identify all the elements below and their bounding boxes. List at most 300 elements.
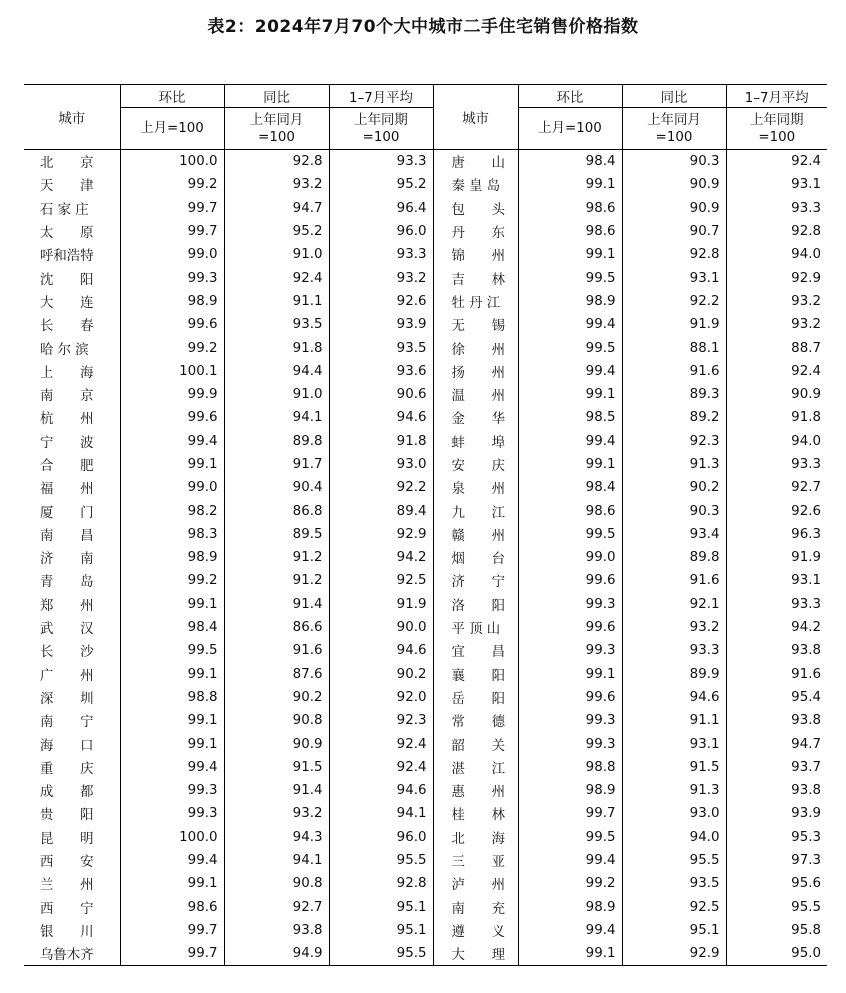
- city-name-cell: 赣 州: [433, 523, 518, 546]
- city-name-cell: 南 宁: [40, 715, 94, 731]
- yoy-value-cell: 90.3: [622, 499, 726, 522]
- city-name-cell: 天 津: [40, 179, 94, 195]
- avg-value-cell: 93.2: [329, 266, 433, 289]
- yoy-value-cell: 94.1: [224, 849, 329, 872]
- avg-value-cell: 93.5: [329, 336, 433, 359]
- avg-header: 1–7月平均: [329, 85, 433, 108]
- mom-value-cell: 99.6: [120, 313, 224, 336]
- yoy-value-cell: 91.9: [622, 313, 726, 336]
- yoy-value-cell: 95.2: [224, 220, 329, 243]
- yoy-value-cell: 93.2: [224, 173, 329, 196]
- yoy-value-cell: 89.2: [622, 406, 726, 429]
- mom-value-cell: 99.3: [518, 709, 622, 732]
- city-name-cell: 大 连: [40, 295, 94, 311]
- city-name-cell: 南 京: [40, 389, 94, 405]
- city-name-cell: 九 江: [433, 499, 518, 522]
- table-row: [24, 826, 827, 849]
- table-row: [24, 173, 827, 196]
- city-name-cell: 扬 州: [433, 360, 518, 383]
- mom-value-cell: 99.2: [120, 173, 224, 196]
- avg-value-cell: 95.5: [329, 942, 433, 966]
- avg-value-cell: 91.9: [726, 546, 827, 569]
- table-row: [24, 197, 827, 220]
- mom-value-cell: 98.6: [120, 896, 224, 919]
- table-row: [24, 686, 827, 709]
- city-name-cell: 包 头: [433, 197, 518, 220]
- mom-value-cell: 99.4: [518, 849, 622, 872]
- mom-value-cell: 99.7: [518, 802, 622, 825]
- mom-value-cell: 99.5: [518, 336, 622, 359]
- yoy-base-header-right: 上年同月 =100: [622, 108, 726, 150]
- table-row: [24, 779, 827, 802]
- mom-value-cell: 99.6: [518, 569, 622, 592]
- yoy-value-cell: 91.7: [224, 453, 329, 476]
- city-name-cell: 韶 关: [433, 732, 518, 755]
- mom-header-right: 环比: [518, 85, 622, 108]
- table-row: [24, 243, 827, 266]
- city-column-header: 城市: [24, 85, 120, 150]
- table-row: [24, 266, 827, 289]
- city-name-cell: 长 春: [40, 319, 94, 335]
- city-name-cell: 桂 林: [433, 802, 518, 825]
- table-row: [24, 360, 827, 383]
- yoy-value-cell: 88.1: [622, 336, 726, 359]
- yoy-value-cell: 91.0: [224, 243, 329, 266]
- avg-value-cell: 94.0: [726, 243, 827, 266]
- yoy-value-cell: 90.2: [622, 476, 726, 499]
- mom-value-cell: 99.4: [120, 430, 224, 453]
- yoy-value-cell: 93.8: [224, 919, 329, 942]
- mom-value-cell: 99.1: [120, 872, 224, 895]
- city-name-cell: 西 安: [40, 855, 94, 871]
- city-name-cell: 常 德: [433, 709, 518, 732]
- avg-value-cell: 90.9: [726, 383, 827, 406]
- mom-value-cell: 99.1: [518, 243, 622, 266]
- mom-value-cell: 99.0: [518, 546, 622, 569]
- table-row: [24, 616, 827, 639]
- city-name-cell: 沈 阳: [40, 272, 94, 288]
- table-row: [24, 220, 827, 243]
- city-name-cell: 郑 州: [40, 598, 94, 614]
- city-name-cell: 遵 义: [433, 919, 518, 942]
- avg-value-cell: 95.5: [329, 849, 433, 872]
- mom-value-cell: 99.1: [120, 593, 224, 616]
- yoy-value-cell: 93.3: [622, 639, 726, 662]
- city-name-cell: 秦 皇 岛: [433, 173, 518, 196]
- price-index-table: [24, 84, 827, 966]
- city-name-cell: 上 海: [40, 365, 94, 381]
- yoy-value-cell: 92.2: [622, 290, 726, 313]
- avg-value-cell: 91.9: [329, 593, 433, 616]
- mom-value-cell: 98.8: [120, 686, 224, 709]
- mom-value-cell: 100.1: [120, 360, 224, 383]
- mom-value-cell: 98.6: [518, 197, 622, 220]
- mom-value-cell: 99.2: [518, 872, 622, 895]
- yoy-value-cell: 86.6: [224, 616, 329, 639]
- avg-base-header: 上年同期 =100: [329, 108, 433, 150]
- table-row: [24, 406, 827, 429]
- yoy-value-cell: 93.0: [622, 802, 726, 825]
- avg-value-cell: 90.0: [329, 616, 433, 639]
- yoy-value-cell: 91.3: [622, 779, 726, 802]
- mom-value-cell: 99.3: [120, 266, 224, 289]
- yoy-value-cell: 86.8: [224, 499, 329, 522]
- city-name-cell: 金 华: [433, 406, 518, 429]
- city-name-cell: 惠 州: [433, 779, 518, 802]
- avg-value-cell: 94.1: [329, 802, 433, 825]
- avg-value-cell: 92.0: [329, 686, 433, 709]
- city-name-cell: 徐 州: [433, 336, 518, 359]
- mom-value-cell: 99.4: [518, 919, 622, 942]
- avg-value-cell: 92.4: [329, 756, 433, 779]
- mom-value-cell: 99.1: [518, 173, 622, 196]
- mom-value-cell: 99.1: [120, 663, 224, 686]
- mom-value-cell: 99.1: [518, 942, 622, 966]
- city-name-cell: 洛 阳: [433, 593, 518, 616]
- yoy-value-cell: 91.2: [224, 569, 329, 592]
- table-row: [24, 942, 827, 966]
- mom-value-cell: 99.0: [120, 243, 224, 266]
- mom-value-cell: 99.4: [518, 430, 622, 453]
- mom-value-cell: 99.7: [120, 220, 224, 243]
- mom-value-cell: 99.6: [518, 686, 622, 709]
- yoy-value-cell: 91.0: [224, 383, 329, 406]
- yoy-base-header: 上年同月 =100: [224, 108, 329, 150]
- yoy-value-cell: 90.9: [622, 197, 726, 220]
- city-name-cell: 杭 州: [40, 412, 94, 428]
- yoy-value-cell: 91.6: [622, 360, 726, 383]
- yoy-value-cell: 89.8: [622, 546, 726, 569]
- mom-value-cell: 99.1: [518, 663, 622, 686]
- city-name-cell: 呼和浩特: [40, 249, 94, 265]
- avg-value-cell: 93.8: [726, 709, 827, 732]
- avg-value-cell: 92.4: [726, 360, 827, 383]
- yoy-value-cell: 93.1: [622, 732, 726, 755]
- city-name-cell: 银 川: [40, 924, 94, 940]
- mom-value-cell: 98.4: [120, 616, 224, 639]
- avg-value-cell: 92.6: [726, 499, 827, 522]
- avg-value-cell: 93.3: [726, 593, 827, 616]
- city-name-cell: 合 肥: [40, 459, 94, 474]
- table-row: [24, 499, 827, 522]
- table-row: [24, 919, 827, 942]
- city-name-cell: 安 庆: [433, 453, 518, 476]
- city-name-cell: 西 宁: [40, 901, 94, 917]
- city-name-cell: 南 充: [433, 896, 518, 919]
- yoy-value-cell: 95.1: [622, 919, 726, 942]
- mom-value-cell: 99.1: [120, 453, 224, 476]
- mom-base-header: 上月=100: [120, 108, 224, 150]
- table-row: [24, 453, 827, 476]
- mom-value-cell: 98.9: [518, 779, 622, 802]
- yoy-value-cell: 93.1: [622, 266, 726, 289]
- mom-value-cell: 99.2: [120, 569, 224, 592]
- city-name-cell: 济 南: [40, 552, 94, 568]
- avg-value-cell: 93.3: [329, 243, 433, 266]
- mom-value-cell: 99.1: [120, 709, 224, 732]
- table-row: [24, 593, 827, 616]
- avg-value-cell: 92.6: [329, 290, 433, 313]
- mom-value-cell: 99.3: [120, 779, 224, 802]
- yoy-value-cell: 92.3: [622, 430, 726, 453]
- mom-value-cell: 99.5: [518, 826, 622, 849]
- mom-value-cell: 99.4: [120, 756, 224, 779]
- yoy-value-cell: 87.6: [224, 663, 329, 686]
- yoy-value-cell: 89.3: [622, 383, 726, 406]
- mom-value-cell: 99.0: [120, 476, 224, 499]
- mom-value-cell: 98.9: [120, 546, 224, 569]
- table-row: [24, 639, 827, 662]
- yoy-value-cell: 91.6: [622, 569, 726, 592]
- city-name-cell: 无 锡: [433, 313, 518, 336]
- mom-value-cell: 99.2: [120, 336, 224, 359]
- city-name-cell: 温 州: [433, 383, 518, 406]
- mom-header: 环比: [120, 85, 224, 108]
- avg-value-cell: 90.2: [329, 663, 433, 686]
- mom-value-cell: 99.5: [120, 639, 224, 662]
- mom-value-cell: 98.5: [518, 406, 622, 429]
- avg-value-cell: 91.8: [726, 406, 827, 429]
- avg-value-cell: 92.8: [726, 220, 827, 243]
- city-name-cell: 海 口: [40, 738, 94, 754]
- table-row: [24, 546, 827, 569]
- avg-value-cell: 94.6: [329, 779, 433, 802]
- table-row: [24, 849, 827, 872]
- yoy-value-cell: 90.8: [224, 709, 329, 732]
- avg-value-cell: 93.2: [726, 313, 827, 336]
- avg-value-cell: 93.3: [726, 453, 827, 476]
- yoy-value-cell: 92.9: [622, 942, 726, 966]
- mom-value-cell: 98.9: [518, 290, 622, 313]
- avg-value-cell: 93.9: [329, 313, 433, 336]
- avg-value-cell: 94.7: [726, 732, 827, 755]
- city-name-cell: 太 原: [40, 226, 94, 242]
- table-row: [24, 523, 827, 546]
- avg-value-cell: 91.6: [726, 663, 827, 686]
- yoy-value-cell: 91.1: [224, 290, 329, 313]
- yoy-value-cell: 90.9: [224, 732, 329, 755]
- mom-value-cell: 98.6: [518, 220, 622, 243]
- avg-value-cell: 94.2: [726, 616, 827, 639]
- avg-value-cell: 88.7: [726, 336, 827, 359]
- table-row: [24, 569, 827, 592]
- city-name-cell: 吉 林: [433, 266, 518, 289]
- city-name-cell: 昆 明: [40, 831, 94, 847]
- yoy-header-right: 同比: [622, 85, 726, 108]
- city-name-cell: 福 州: [40, 482, 94, 498]
- avg-value-cell: 92.8: [329, 872, 433, 895]
- mom-value-cell: 99.5: [518, 266, 622, 289]
- yoy-value-cell: 93.5: [224, 313, 329, 336]
- avg-value-cell: 93.7: [726, 756, 827, 779]
- yoy-value-cell: 92.1: [622, 593, 726, 616]
- yoy-value-cell: 93.4: [622, 523, 726, 546]
- avg-value-cell: 97.3: [726, 849, 827, 872]
- mom-value-cell: 99.3: [518, 732, 622, 755]
- avg-value-cell: 93.3: [726, 197, 827, 220]
- mom-value-cell: 99.4: [120, 849, 224, 872]
- avg-value-cell: 94.6: [329, 406, 433, 429]
- yoy-value-cell: 91.1: [622, 709, 726, 732]
- avg-value-cell: 96.0: [329, 220, 433, 243]
- yoy-value-cell: 92.4: [224, 266, 329, 289]
- city-name-cell: 泉 州: [433, 476, 518, 499]
- city-name-cell: 成 都: [40, 785, 94, 801]
- yoy-value-cell: 94.3: [224, 826, 329, 849]
- avg-value-cell: 94.6: [329, 639, 433, 662]
- mom-value-cell: 98.8: [518, 756, 622, 779]
- yoy-value-cell: 89.8: [224, 430, 329, 453]
- avg-value-cell: 93.3: [329, 150, 433, 174]
- avg-value-cell: 89.4: [329, 499, 433, 522]
- avg-value-cell: 93.8: [726, 639, 827, 662]
- mom-value-cell: 99.6: [120, 406, 224, 429]
- city-name-cell: 大 理: [433, 942, 518, 966]
- yoy-value-cell: 95.5: [622, 849, 726, 872]
- avg-value-cell: 95.6: [726, 872, 827, 895]
- city-name-cell: 贵 阳: [40, 808, 94, 824]
- mom-value-cell: 98.9: [518, 896, 622, 919]
- mom-value-cell: 98.2: [120, 499, 224, 522]
- mom-value-cell: 99.5: [518, 523, 622, 546]
- table-row: [24, 732, 827, 755]
- city-name-cell: 厦 门: [40, 505, 94, 521]
- yoy-value-cell: 94.7: [224, 197, 329, 220]
- avg-value-cell: 92.9: [726, 266, 827, 289]
- avg-value-cell: 92.4: [726, 150, 827, 174]
- mom-value-cell: 99.4: [518, 360, 622, 383]
- avg-base-header-right: 上年同期 =100: [726, 108, 827, 150]
- mom-value-cell: 99.9: [120, 383, 224, 406]
- mom-value-cell: 99.1: [120, 732, 224, 755]
- yoy-value-cell: 89.9: [622, 663, 726, 686]
- yoy-value-cell: 92.8: [224, 150, 329, 174]
- yoy-value-cell: 90.8: [224, 872, 329, 895]
- city-name-cell: 南 昌: [40, 528, 94, 544]
- mom-value-cell: 100.0: [120, 150, 224, 174]
- avg-value-cell: 96.3: [726, 523, 827, 546]
- city-name-cell: 泸 州: [433, 872, 518, 895]
- yoy-value-cell: 94.0: [622, 826, 726, 849]
- yoy-value-cell: 91.5: [622, 756, 726, 779]
- city-name-cell: 三 亚: [433, 849, 518, 872]
- avg-value-cell: 95.0: [726, 942, 827, 966]
- yoy-value-cell: 91.5: [224, 756, 329, 779]
- avg-value-cell: 95.4: [726, 686, 827, 709]
- table-row: [24, 150, 827, 174]
- city-name-cell: 蚌 埠: [433, 430, 518, 453]
- avg-value-cell: 95.2: [329, 173, 433, 196]
- avg-value-cell: 96.0: [329, 826, 433, 849]
- city-name-cell: 北 海: [433, 826, 518, 849]
- yoy-value-cell: 91.8: [224, 336, 329, 359]
- yoy-value-cell: 90.2: [224, 686, 329, 709]
- mom-value-cell: 99.3: [518, 593, 622, 616]
- avg-value-cell: 94.0: [726, 430, 827, 453]
- city-name-cell: 武 汉: [40, 622, 94, 638]
- avg-value-cell: 93.1: [726, 569, 827, 592]
- mom-value-cell: 100.0: [120, 826, 224, 849]
- city-name-cell: 唐 山: [433, 150, 518, 174]
- city-name-cell: 深 圳: [40, 691, 94, 707]
- avg-value-cell: 93.6: [329, 360, 433, 383]
- avg-value-cell: 93.8: [726, 779, 827, 802]
- yoy-value-cell: 91.3: [622, 453, 726, 476]
- avg-value-cell: 92.4: [329, 732, 433, 755]
- city-name-cell: 牡 丹 江: [433, 290, 518, 313]
- yoy-value-cell: 90.9: [622, 173, 726, 196]
- avg-value-cell: 93.2: [726, 290, 827, 313]
- mom-value-cell: 98.6: [518, 499, 622, 522]
- city-name-cell: 北 京: [40, 156, 94, 172]
- yoy-value-cell: 91.4: [224, 779, 329, 802]
- avg-value-cell: 90.6: [329, 383, 433, 406]
- city-name-cell: 岳 阳: [433, 686, 518, 709]
- mom-value-cell: 99.7: [120, 919, 224, 942]
- avg-value-cell: 95.1: [329, 919, 433, 942]
- table-row: [24, 896, 827, 919]
- city-name-cell: 兰 州: [40, 878, 94, 894]
- city-name-cell: 广 州: [40, 668, 94, 684]
- mom-value-cell: 99.3: [518, 639, 622, 662]
- city-name-cell: 乌鲁木齐: [24, 942, 120, 966]
- table-row: [24, 756, 827, 779]
- city-name-cell: 青 岛: [40, 575, 94, 591]
- table-row: [24, 430, 827, 453]
- yoy-value-cell: 93.5: [622, 872, 726, 895]
- city-name-cell: 重 庆: [40, 761, 94, 777]
- yoy-value-cell: 89.5: [224, 523, 329, 546]
- table-row: [24, 336, 827, 359]
- yoy-value-cell: 94.4: [224, 360, 329, 383]
- yoy-value-cell: 92.5: [622, 896, 726, 919]
- avg-value-cell: 95.3: [726, 826, 827, 849]
- city-name-cell: 平 顶 山: [433, 616, 518, 639]
- mom-value-cell: 99.6: [518, 616, 622, 639]
- table-row: [24, 383, 827, 406]
- city-name-cell: 长 沙: [40, 645, 94, 661]
- avg-value-cell: 92.7: [726, 476, 827, 499]
- avg-value-cell: 93.1: [726, 173, 827, 196]
- table-row: [24, 709, 827, 732]
- city-name-cell: 济 宁: [433, 569, 518, 592]
- avg-value-cell: 92.5: [329, 569, 433, 592]
- yoy-value-cell: 94.6: [622, 686, 726, 709]
- yoy-value-cell: 92.7: [224, 896, 329, 919]
- table-row: [24, 872, 827, 895]
- table-body: [24, 150, 827, 966]
- yoy-value-cell: 91.2: [224, 546, 329, 569]
- table-row: [24, 663, 827, 686]
- avg-value-cell: 92.3: [329, 709, 433, 732]
- mom-value-cell: 99.1: [518, 453, 622, 476]
- mom-value-cell: 98.9: [120, 290, 224, 313]
- avg-value-cell: 95.1: [329, 896, 433, 919]
- city-name-cell: 宜 昌: [433, 639, 518, 662]
- city-name-cell: 锦 州: [433, 243, 518, 266]
- yoy-value-cell: 94.1: [224, 406, 329, 429]
- mom-value-cell: 98.3: [120, 523, 224, 546]
- city-name-cell: 烟 台: [433, 546, 518, 569]
- city-name-cell: 石 家 庄: [40, 202, 89, 218]
- avg-value-cell: 92.2: [329, 476, 433, 499]
- yoy-value-cell: 94.9: [224, 942, 329, 966]
- avg-header-right: 1–7月平均: [726, 85, 827, 108]
- city-name-cell: 湛 江: [433, 756, 518, 779]
- table-row: [24, 290, 827, 313]
- table-row: [24, 313, 827, 336]
- yoy-value-cell: 90.3: [622, 150, 726, 174]
